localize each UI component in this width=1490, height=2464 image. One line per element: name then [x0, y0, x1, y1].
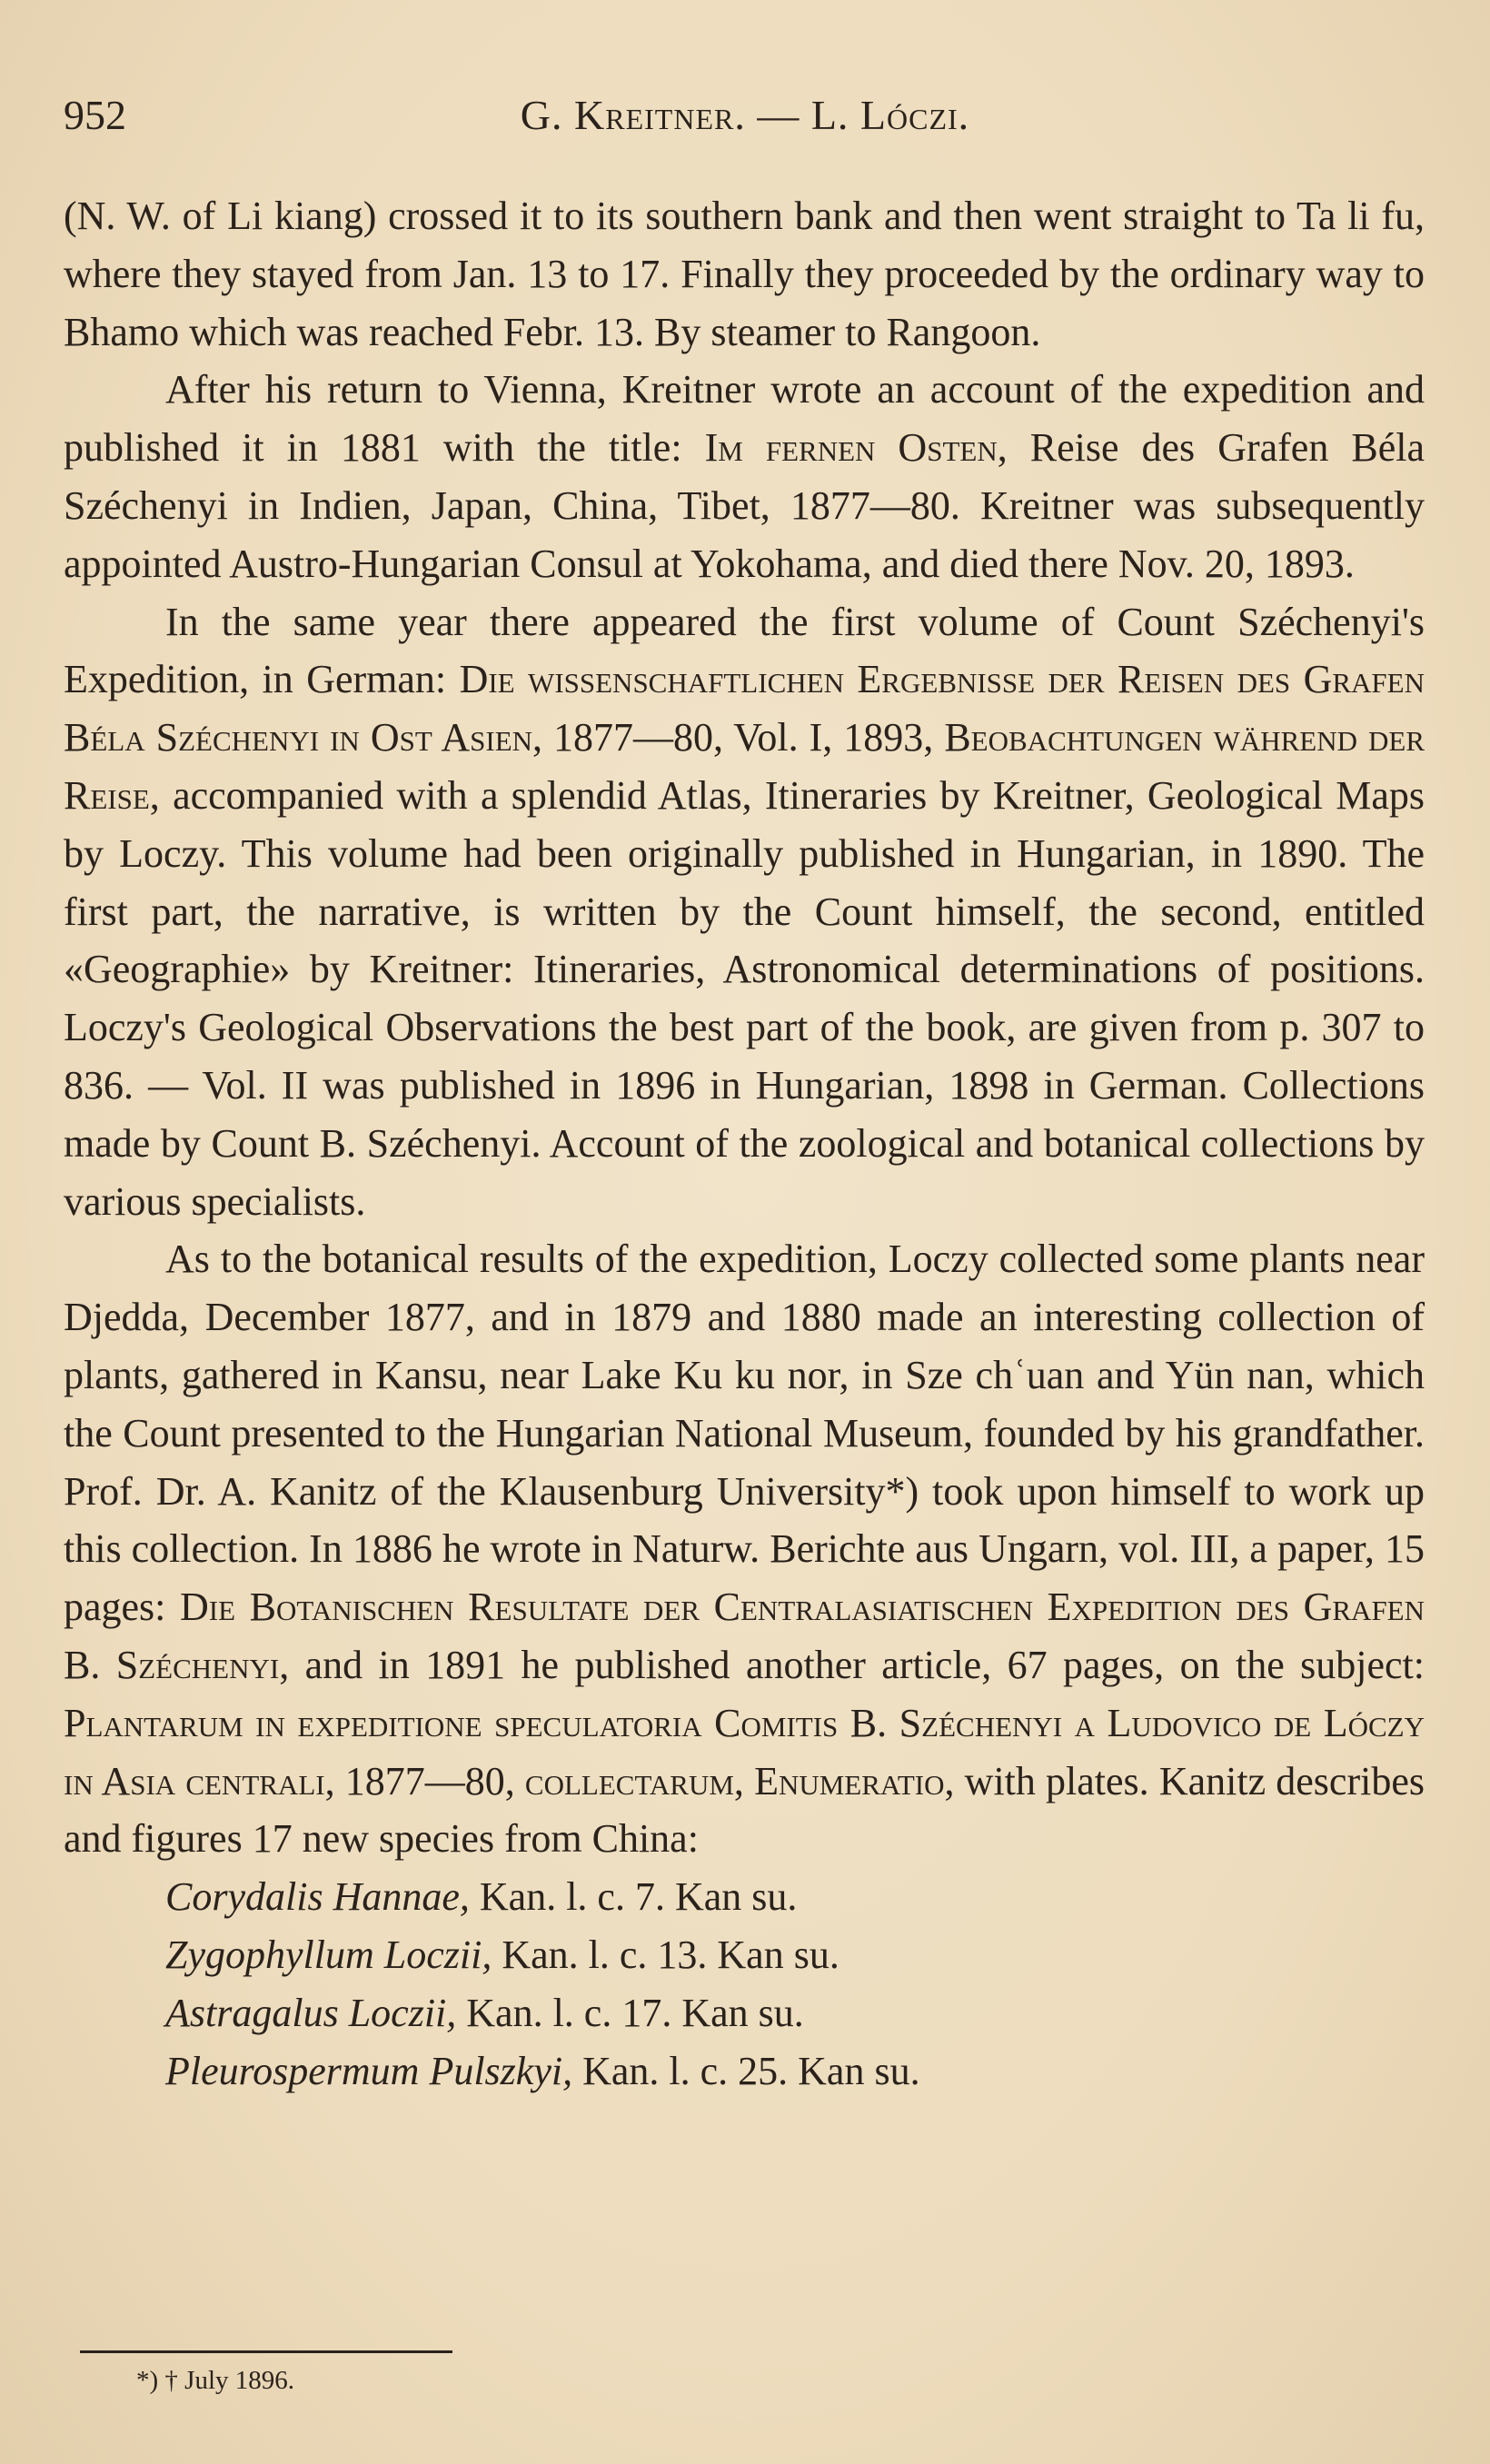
page-number: 952	[64, 92, 126, 138]
species-name: Pleurospermum Pulszkyi,	[165, 2048, 573, 2093]
species-reference: Kan. l. c. 17. Kan su.	[456, 1990, 804, 2035]
species-name: Astragalus Loczii,	[165, 1990, 457, 2035]
text-run: , and in 1891 he published another article, 67 pages, on the subject:	[279, 1642, 1425, 1687]
small-caps-title: Die wissenschaftlichen Ergebnisse der Reisen des Grafen Béla Széchenyi in Ost Asien	[64, 657, 1425, 760]
text-run: After his return to Vienna, Kreitner wrote an account of the expedition and published it in 1881 with the title:	[64, 367, 1425, 471]
paragraph	[64, 187, 1425, 361]
small-caps-title: collectarum, Enumeratio	[524, 1758, 945, 1803]
paragraph	[64, 1230, 1425, 1868]
body-text	[64, 187, 1425, 2100]
footnote: *) † July 1896.	[136, 2366, 294, 2395]
text-run: In the same year there appeared the first volume of Count Széchenyi's Expedition, in German:	[64, 599, 1425, 702]
species-item	[64, 2042, 1425, 2101]
text-run: , Reise des Grafen Béla Széchenyi in Indien, Japan, China, Tibet, 1877—80. Kreitner was subsequently appointed Austro-Hungarian Consul at Yokohama, and died there Nov. 20, 1893.	[64, 425, 1425, 586]
species-reference: Kan. l. c. 7. Kan su.	[469, 1874, 798, 1920]
small-caps-title: Beobachtungen während der Reise	[64, 715, 1425, 818]
species-item	[64, 1926, 1425, 1984]
paragraph	[64, 361, 1425, 592]
running-head: G. Kreitner. — L. Lóczi.	[520, 92, 970, 138]
small-caps-title: Plantarum in expeditione speculatoria Comitis B. Széchenyi a Ludovico de Lóczy in Asia centrali	[64, 1700, 1425, 1803]
species-reference: Kan. l. c. 25. Kan su.	[572, 2048, 920, 2093]
text-run: , with plates. Kanitz describes and figures 17 new species from China:	[64, 1758, 1425, 1862]
text-run: As to the botanical results of the expedition, Loczy collected some plants near Djedda, December 1877, and in 1879 and 1880 made an interesting collection of plants, gathered in Kansu, near Lake Ku ku nor, in Sze chʿuan and Yün nan, which the Count presented to the Hungarian National Museum, founded by his grandfather. Prof. Dr. A. Kanitz of the Klausenburg University*) took upon himself to work up this collection. In 1886 he wrote in Naturw. Berichte aus Ungarn, vol. III, a paper, 15 pages:	[64, 1237, 1425, 1630]
species-name: Zygophyllum Loczii,	[165, 1932, 492, 1977]
paragraphs	[64, 187, 1425, 1868]
page-header	[64, 84, 1426, 147]
text-run: (N. W. of Li kiang) crossed it to its southern bank and then went straight to Ta li fu, where they stayed from Jan. 13 to 17. Finally they proceeded by the ordinary way to Bhamo which was reached Febr. 13. By steamer to Rangoon.	[64, 194, 1425, 354]
text-run: , 1877—80,	[324, 1758, 525, 1803]
text-run: , accompanied with a splendid Atlas, Itineraries by Kreitner, Geological Maps by Loczy. This volume had been originally published in Hungarian, in 1890. The first part, the narrative, is written by the Count himself, the second, entitled «Geographie» by Kreitner: Itineraries, Astronomical determinations of positions. Loczy's Geological Observations the best part of the book, are given from p. 307 to 836. — Vol. II was published in 1896 in Hungarian, 1898 in German. Collections made by Count B. Széchenyi. Account of the zoological and botanical collections by various specialists.	[64, 772, 1425, 1224]
paragraph	[64, 593, 1425, 1231]
species-item	[64, 1868, 1425, 1926]
small-caps-title: Im fernen Osten	[704, 425, 998, 471]
text-run: , 1877—80, Vol. I, 1893,	[532, 715, 945, 760]
species-item	[64, 1984, 1425, 2042]
species-reference: Kan. l. c. 13. Kan su.	[492, 1932, 839, 1977]
small-caps-title: Die Botanischen Resultate der Centralasiatischen Expedition des Grafen B. Széchenyi	[64, 1585, 1425, 1687]
species-name: Corydalis Hannae,	[165, 1874, 470, 1920]
footnote-rule	[80, 2350, 452, 2353]
species-list	[64, 1868, 1425, 2100]
